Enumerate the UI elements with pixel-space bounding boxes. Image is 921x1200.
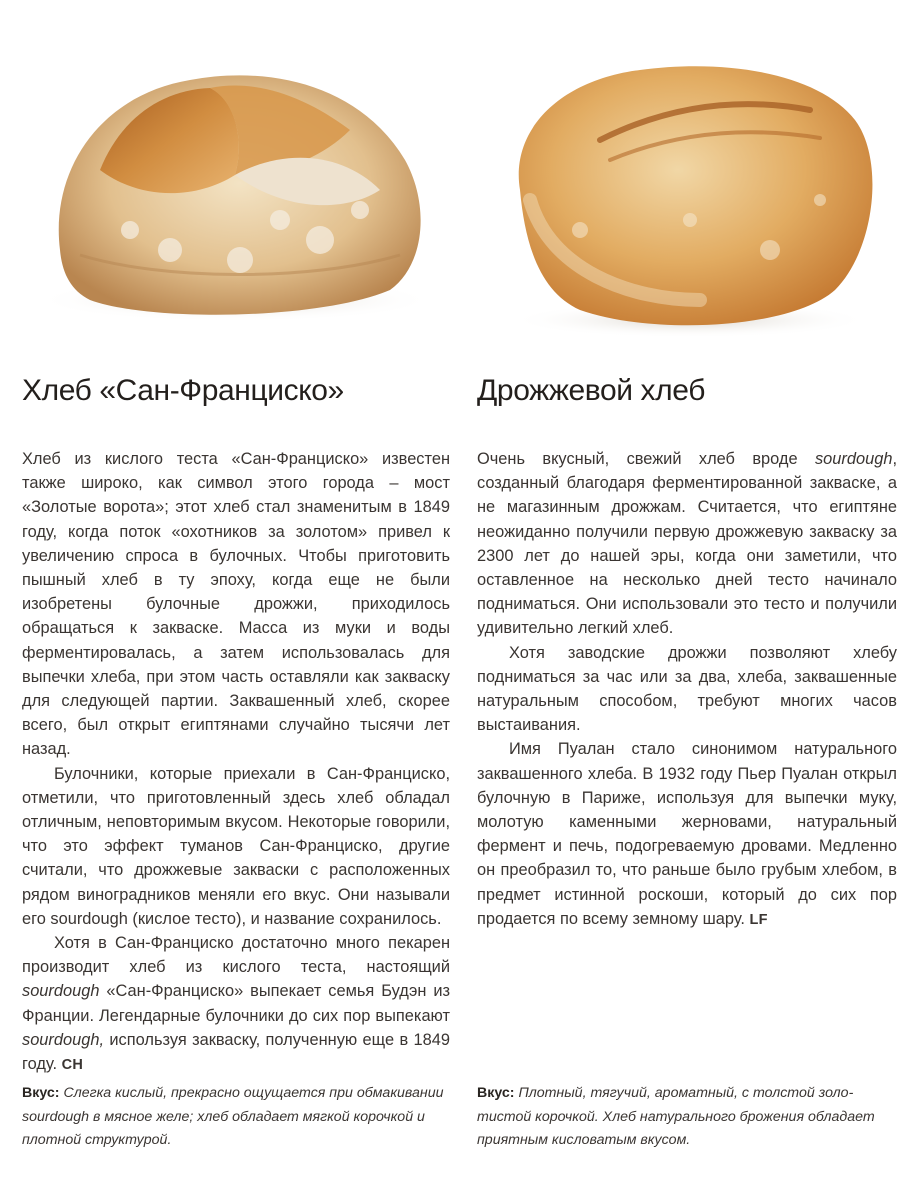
yeast-taste-note	[477, 1082, 897, 1153]
yeast-bread-title: Дрожжевой хлеб	[477, 374, 705, 407]
text-run: Имя Пуалан стало синонимом натурального заквашенного хлеба. В 1932 году Пьер Пуалан открыл булочную в Париже, используя для выпечки муку, молотую каменными жерновами, натуральный фермент и печь, подогреваемую дровами. Медленно он преобразил то, что раньше было грубым хлебом, в предмет истинной роскоши, который до сих пор продается по всему земному шару.	[477, 740, 897, 928]
text-run: используя закваску, полученную еще в 1849 году.	[22, 1030, 450, 1074]
text-run: Хотя в Сан-Франциско достаточно много пекарен производит хлеб из кислого теста, настоящий	[22, 934, 450, 977]
yeast-paragraph-1	[477, 447, 897, 641]
text-run: , созданный благодаря ферментированной закваске, а не магазинным дрожжам. Считается, что египтяне неожиданно получили первую дрожжевую закваску за 2300 лет до нашей эры, когда они заметили, что оставленное на несколько дней тесто начинало подниматься. Они использовали это тесто и получили удивительно легкий хлеб.	[477, 450, 897, 638]
sourdough-title: Хлеб «Сан-Франциско»	[22, 374, 344, 407]
italic-term: sourdough	[814, 450, 893, 468]
text-run: Очень вкусный, свежий хлеб вроде	[477, 450, 815, 468]
italic-term: sourdough	[22, 982, 100, 1001]
author-signature: LF	[749, 911, 768, 928]
sourdough-paragraph-2: Булочники, которые приехали в Сан-Франциско, отметили, что приготовленный здесь хлеб обладал отличным, неповторимым вкусом. Некоторые говорили, что это эффект туманов Сан-Франциско, другие считали, что дрожжевые закваски с расположенных рядом виноградников меняли его вкус. Они называли его sourdough (кислое тесто), и название сохранилось.	[22, 764, 450, 928]
taste-description: Слегка кислый, прекрасно ощущается при обмакивании sourdough в мясное желе; хлеб обладает мягкой корочкой и плотной структурой.	[22, 1085, 444, 1148]
yeast-bread-article	[477, 447, 897, 932]
italic-term: sourdough,	[22, 1030, 105, 1049]
taste-label: Вкус:	[22, 1085, 60, 1101]
sourdough-article	[22, 447, 450, 1077]
yeast-loaf-illustration	[490, 0, 890, 350]
sourdough-loaf-photo	[20, 0, 440, 350]
sourdough-paragraph-1: Хлеб из кислого теста «Сан-Франциско» известен также широко, как символ этого города – мост «Золотые ворота»; этот хлеб стал знаменитым в 1849 году, когда поток «охотников за золотом» привел к увеличению спроса в булочных. Чтобы приготовить пышный хлеб в ту эпоху, когда еще не были изобретены булочные дрожжи, приходилось обращаться к закваске. Масса из муки и воды ферментировалась, а затем использовалась для выпечки хлеба, при этом часть оставляли как закваску для следующей партии. Заквашенный хлеб, скорее всего, был открыт египтянами случайно тысячи лет назад.	[22, 450, 450, 759]
yeast-paragraph-2: Хотя заводские дрожжи позволяют хлебу подниматься за час или за два, хлеба, заквашенные натуральным способом, требуют многих часов выстаивания.	[477, 643, 897, 735]
sourdough-paragraph-3	[22, 931, 450, 1077]
yeast-loaf-photo	[490, 0, 890, 350]
taste-description: Плотный, тягучий, ароматный, с толстой золотистой корочкой. Хлеб натурального брожения обладает приятным кисловатым вкусом.	[477, 1085, 875, 1148]
taste-label: Вкус:	[477, 1085, 515, 1101]
sourdough-loaf-illustration	[20, 0, 440, 350]
sourdough-taste-note	[22, 1082, 450, 1153]
text-run: «Сан-Франциско» выпекает семья Будэн из Франции. Легендарные булочники до сих пор выпекают	[22, 982, 450, 1025]
yeast-paragraph-3	[477, 737, 897, 932]
author-signature: CH	[61, 1057, 84, 1074]
